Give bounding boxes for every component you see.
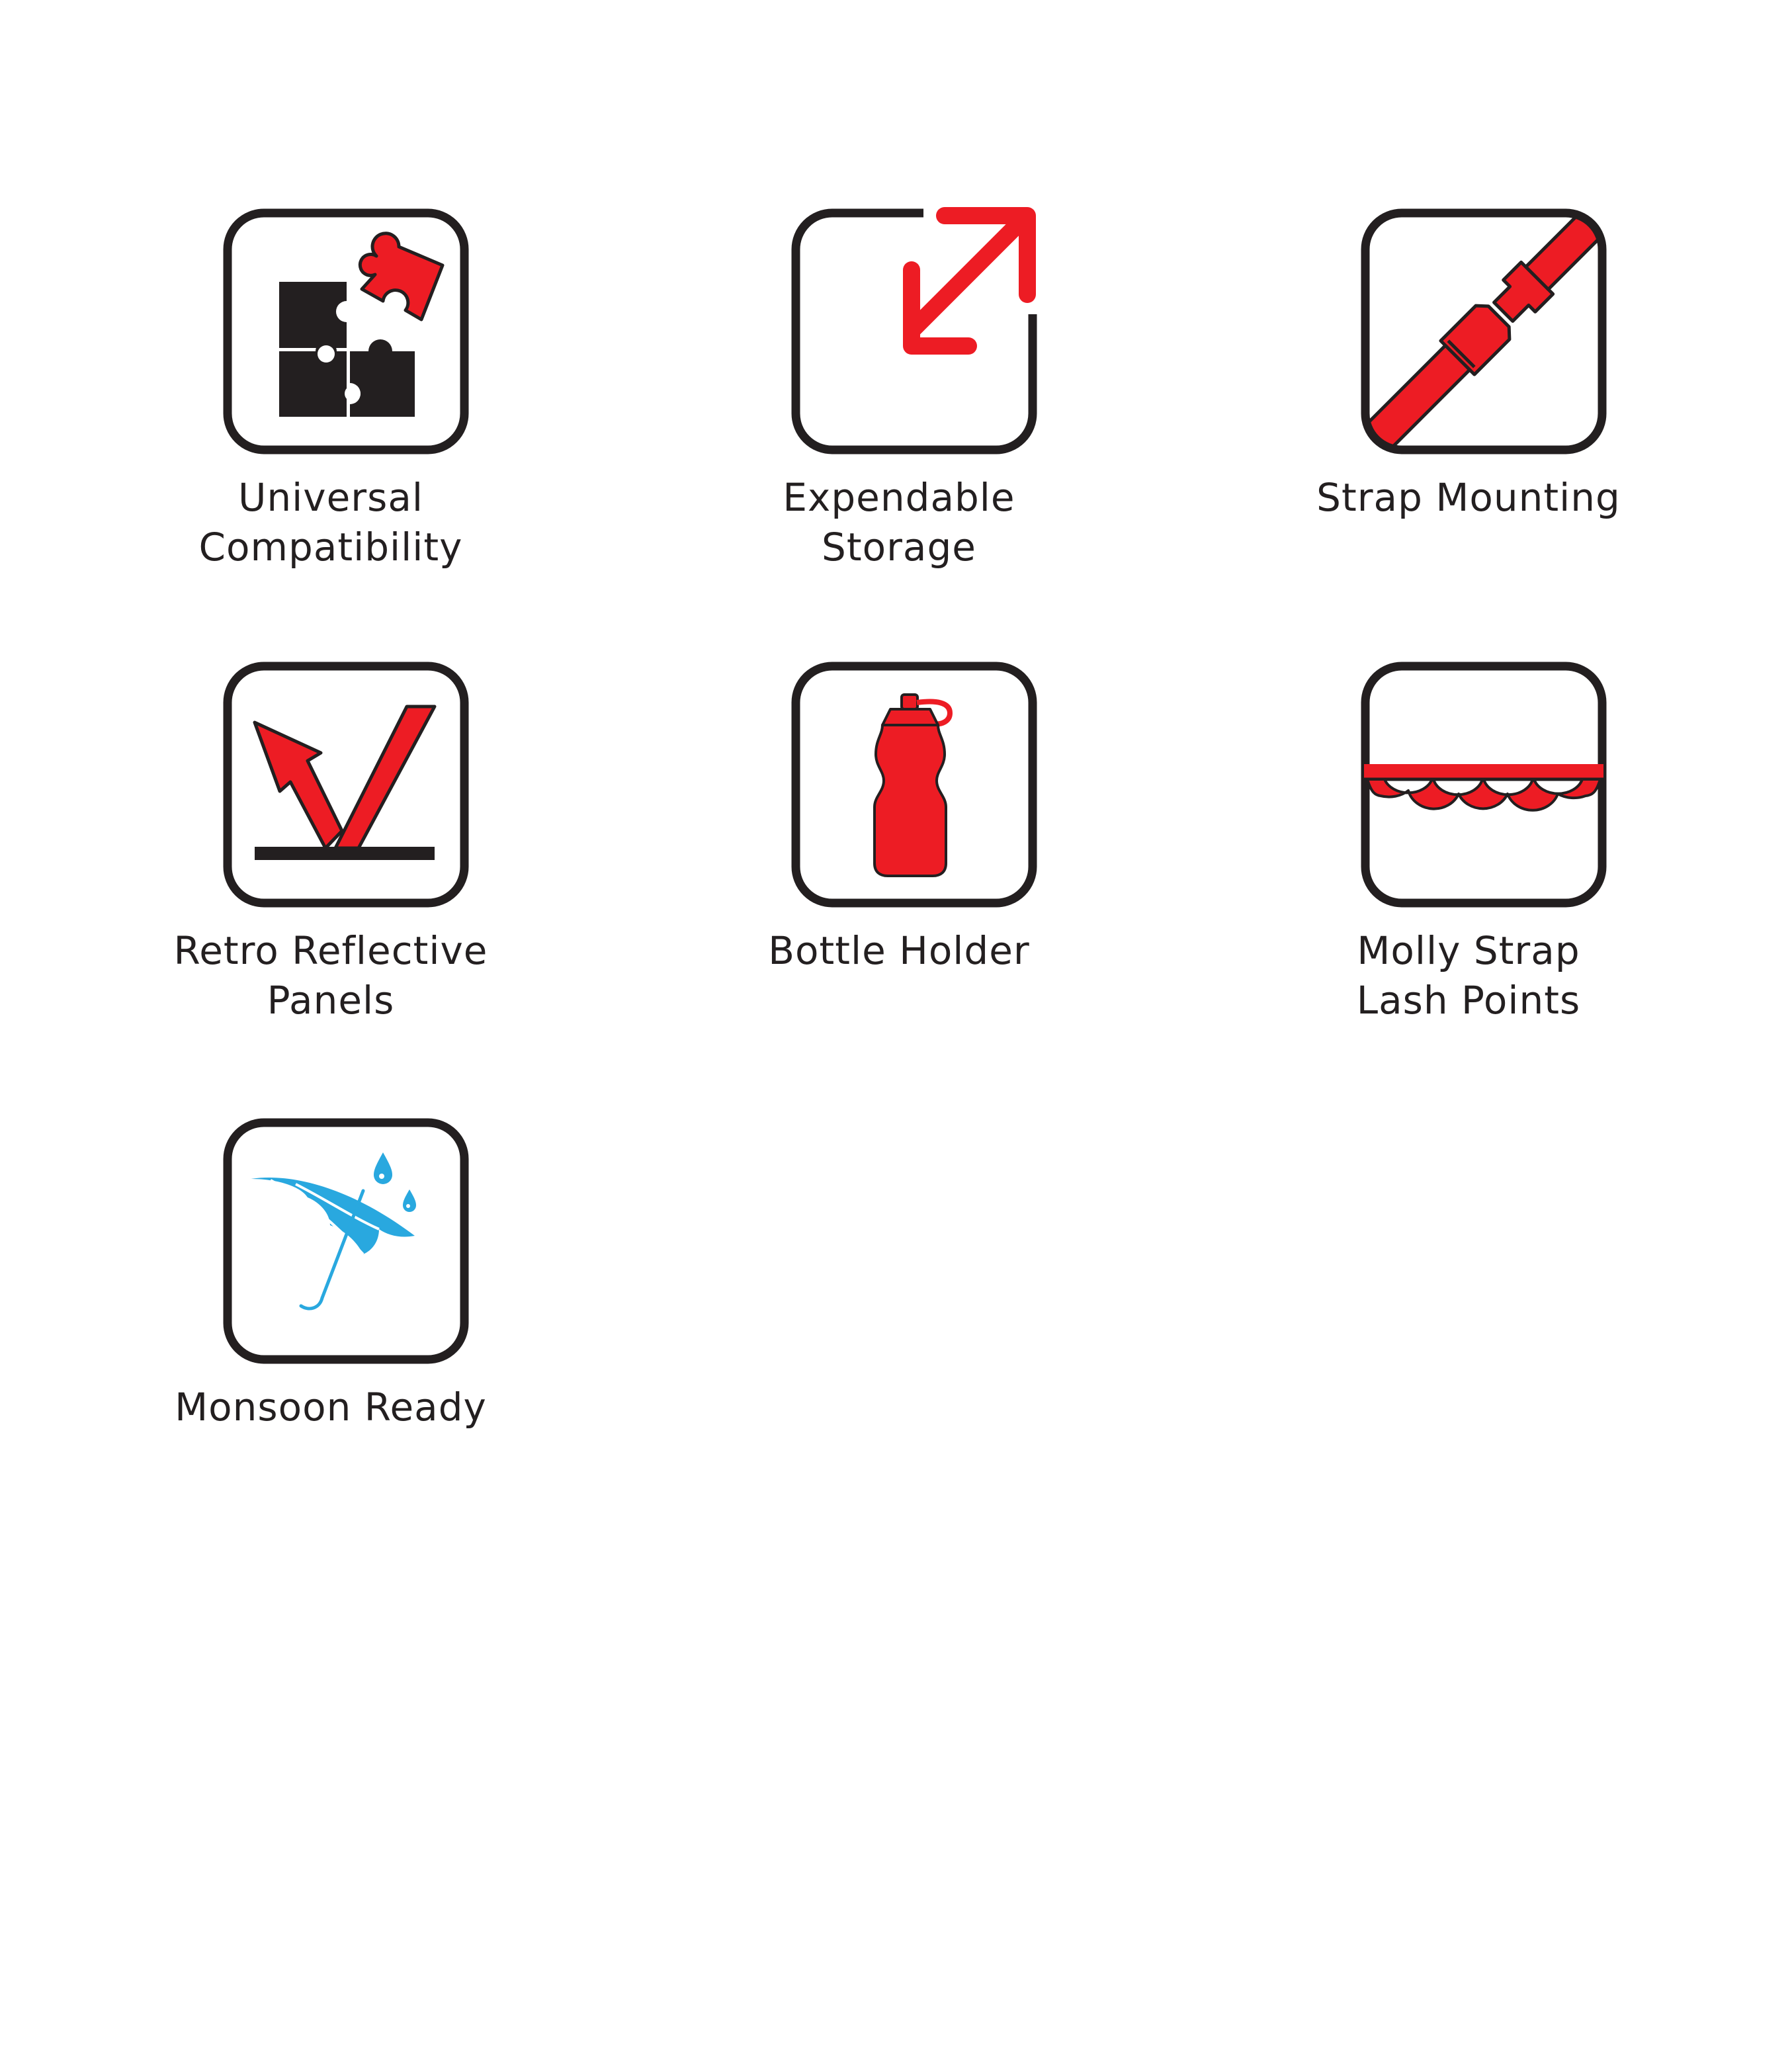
- feature-label: Strap Mounting: [1316, 475, 1621, 520]
- feature-label: Expendable Storage: [783, 475, 1015, 570]
- feature-label: Retro Reflective Panels: [173, 928, 488, 1023]
- reflective-arrow-icon: [223, 662, 469, 908]
- bottle-icon: [791, 662, 1037, 908]
- strap-buckle-icon: [1361, 208, 1607, 454]
- umbrella-rain-icon: [223, 1118, 469, 1364]
- feature-label: Molly Strap Lash Points: [1356, 928, 1581, 1023]
- molle-strap-icon: [1361, 662, 1607, 908]
- puzzle-icon: [223, 208, 469, 454]
- expand-arrow-icon: [791, 208, 1037, 454]
- feature-label: Universal Compatibility: [198, 475, 463, 570]
- feature-label: Bottle Holder: [768, 928, 1030, 973]
- feature-label: Monsoon Ready: [175, 1385, 487, 1430]
